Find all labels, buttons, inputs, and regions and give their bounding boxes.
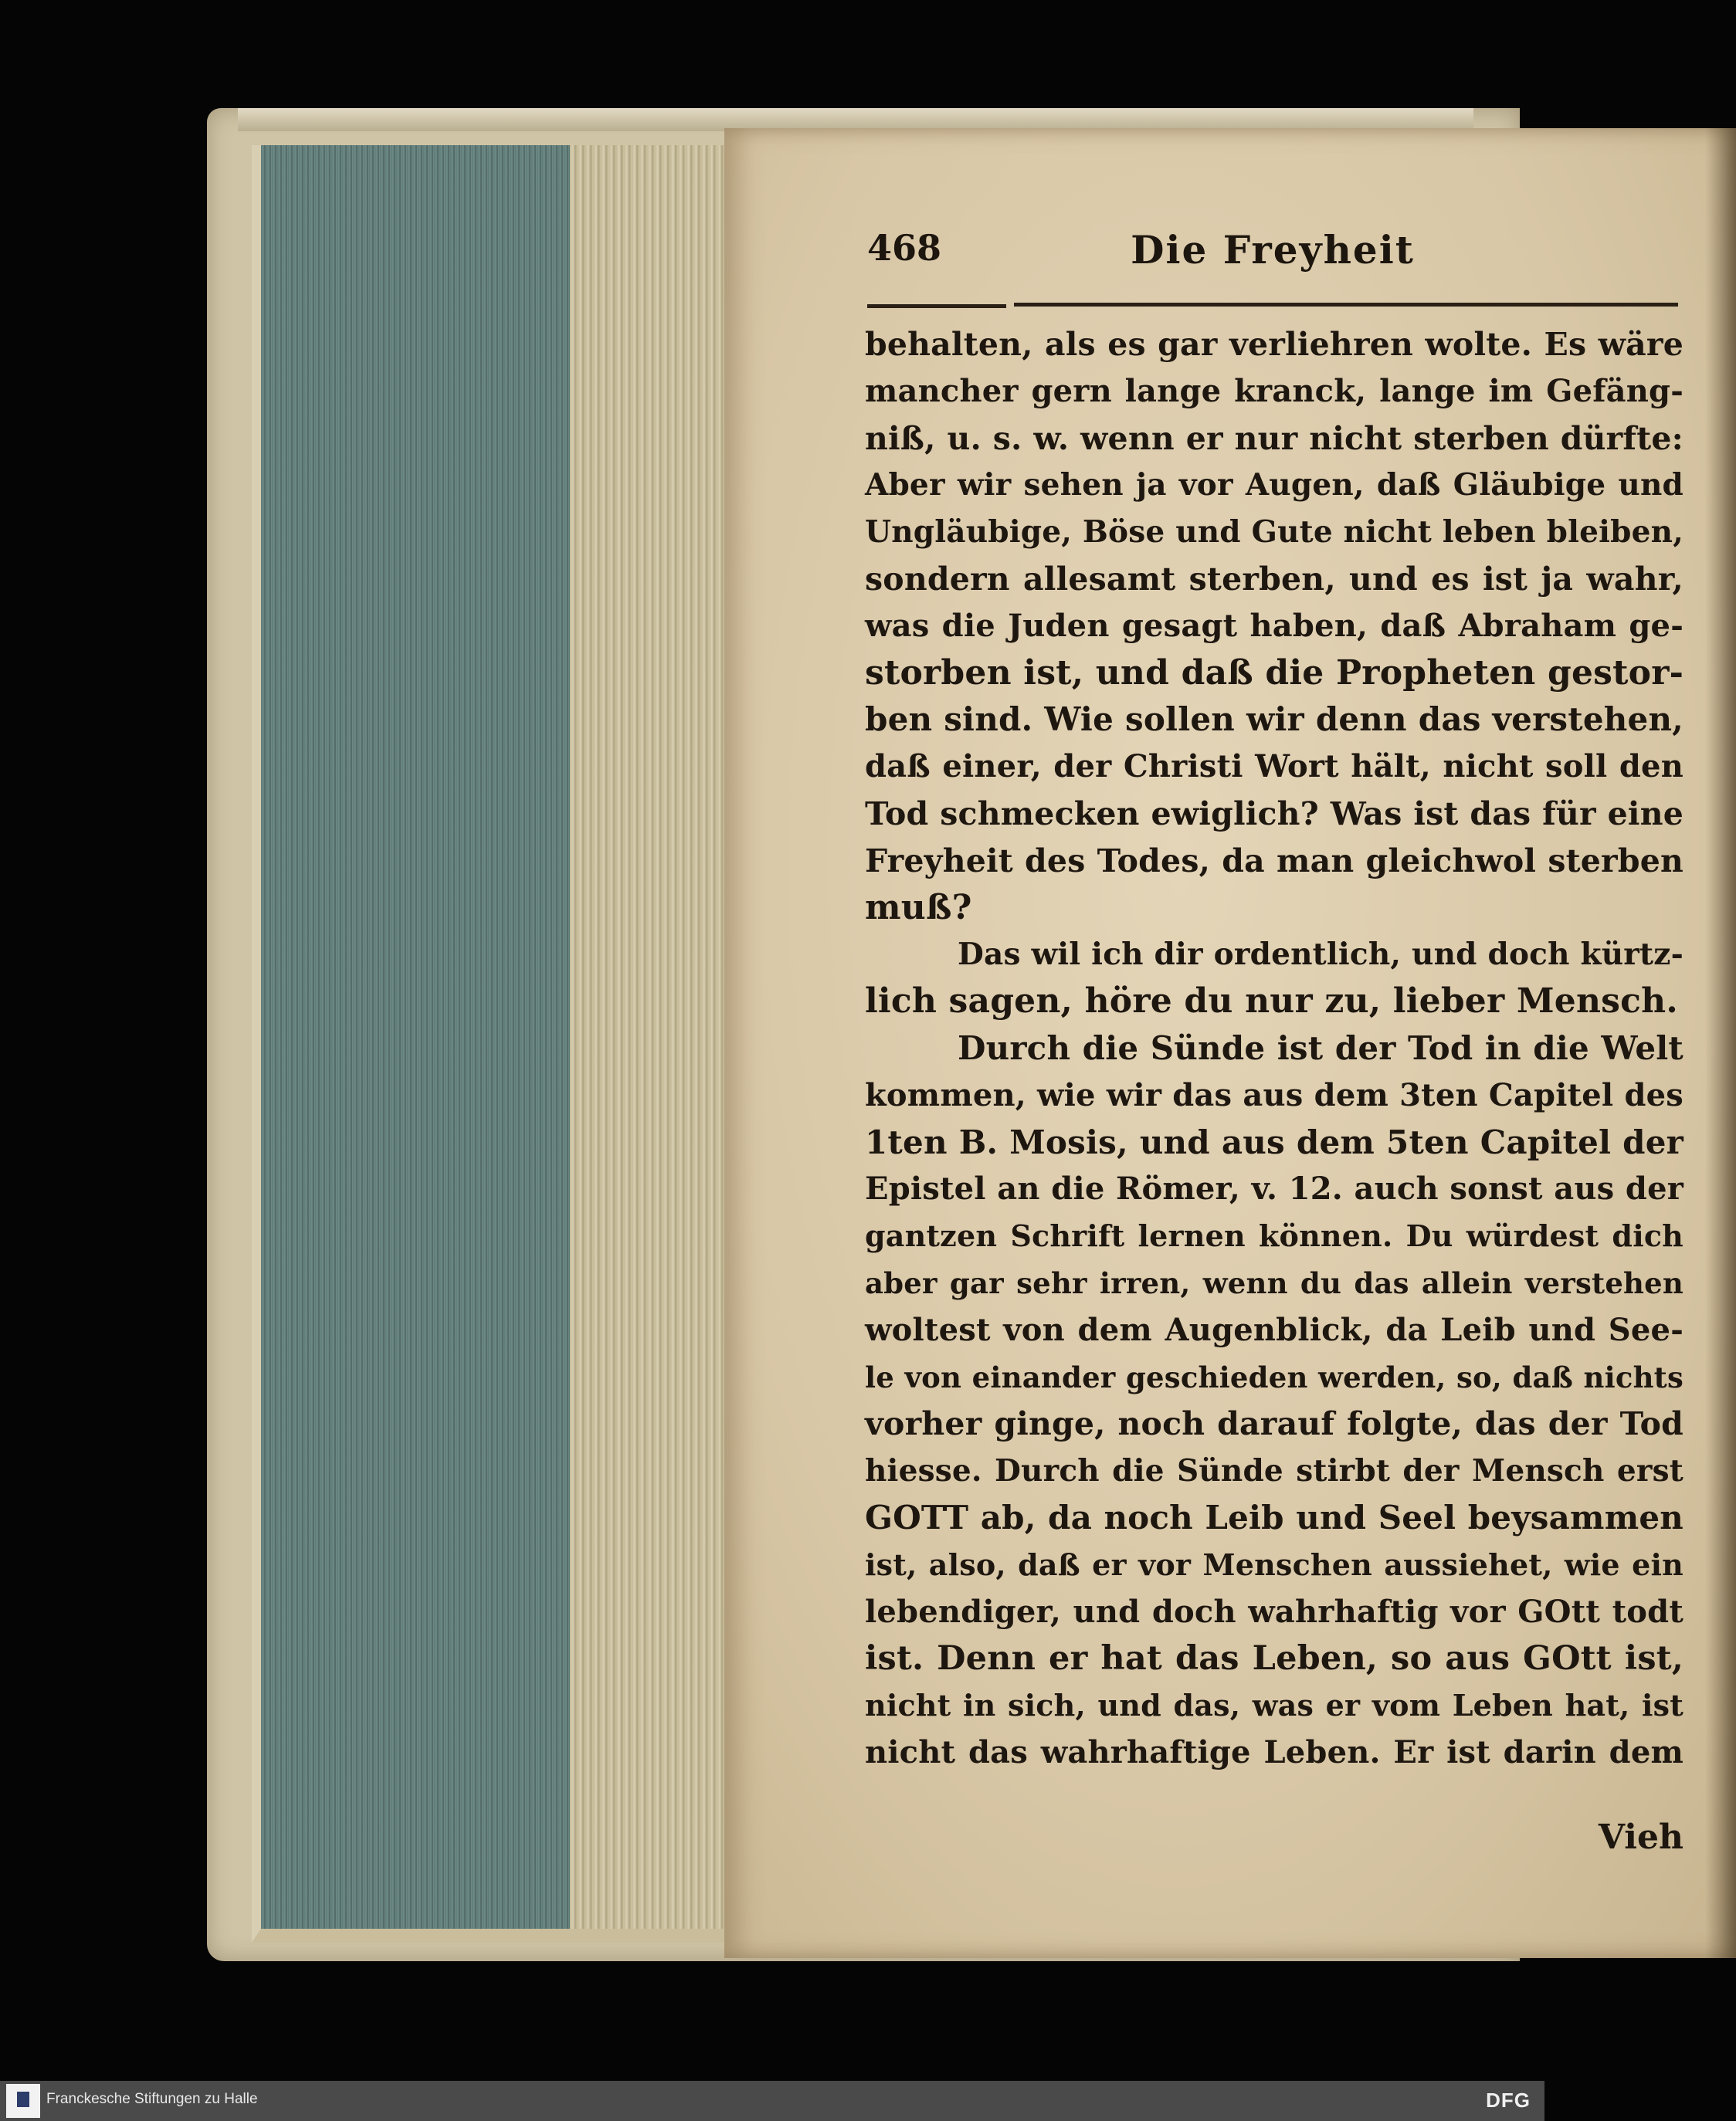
text-line: aber gar sehr irren, wenn du das allein verstehen xyxy=(865,1265,1683,1300)
book-page xyxy=(724,128,1736,1958)
text-line: Ungläubige, Böse und Gute nicht leben bleiben, xyxy=(865,514,1683,551)
page-edges-light xyxy=(570,145,732,1929)
text-line: was die Juden gesagt haben, daß Abraham ge- xyxy=(865,607,1683,644)
page-gutter-shade xyxy=(1705,128,1736,1958)
running-head: Die Freyheit xyxy=(1131,227,1415,273)
dfg-logo: DFG xyxy=(1486,2089,1531,2112)
text-line: ist, also, daß er vor Menschen aussiehet, wie ein xyxy=(865,1547,1683,1582)
page-number: 468 xyxy=(867,227,942,269)
text-line: gantzen Schrift lernen können. Du würdest dich xyxy=(865,1218,1683,1254)
text-line: lich sagen, höre du nur zu, lieber Mensch. xyxy=(865,981,1678,1022)
header-rule-right xyxy=(1014,303,1678,307)
text-line: muß? xyxy=(865,887,972,927)
text-line: lebendiger, und doch wahrhaftig vor GOtt todt xyxy=(865,1593,1683,1630)
text-line: woltest von dem Augenblick, da Leib und See- xyxy=(865,1311,1683,1348)
text-line: vorher ginge, noch darauf folgte, das der Tod xyxy=(865,1405,1683,1443)
institution-name: Franckesche Stiftungen zu Halle xyxy=(46,2091,258,2107)
text-line: 1ten B. Mosis, und aus dem 5ten Capitel der xyxy=(865,1123,1683,1161)
header-rule-left xyxy=(867,304,1006,308)
text-line: nicht das wahrhaftige Leben. Er ist darin dem xyxy=(865,1733,1683,1770)
text-line: GOTT ab, da noch Leib und Seel beysammen xyxy=(865,1498,1683,1537)
text-line: sondern allesamt sterben, und es ist ja wahr, xyxy=(865,560,1683,598)
text-line: behalten, als es gar verliehren wolte. Es wäre xyxy=(865,326,1683,363)
text-line: kommen, wie wir das aus dem 3ten Capitel des xyxy=(865,1076,1683,1113)
text-line: hiesse. Durch die Sünde stirbt der Mensch erst xyxy=(865,1453,1683,1489)
text-line: Epistel an die Römer, v. 12. auch sonst aus der xyxy=(865,1171,1683,1208)
text-line: Das wil ich dir ordentlich, und doch kürtz- xyxy=(958,937,1683,973)
page-header xyxy=(867,227,1678,281)
book xyxy=(207,108,1684,1977)
text-line: nicht in sich, und das, was er vom Leben hat, ist xyxy=(865,1688,1683,1723)
text-line: le von einander geschieden werden, so, daß nichts xyxy=(865,1360,1683,1394)
text-line: storben ist, und daß die Propheten gestor- xyxy=(865,652,1684,693)
text-line: Aber wir sehen ja vor Augen, daß Gläubige und xyxy=(865,467,1683,503)
footer-bar xyxy=(0,2081,1544,2121)
text-line: niß, u. s. w. wenn er nur nicht sterben dürfte: xyxy=(865,419,1683,457)
text-line: daß einer, der Christi Wort hält, nicht soll den xyxy=(865,748,1683,785)
text-line: ben sind. Wie sollen wir denn das verstehen, xyxy=(865,700,1683,739)
text-line: ist. Denn er hat das Leben, so aus GOtt ist, xyxy=(865,1639,1683,1679)
text-line: mancher gern lange kranck, lange im Gefäng- xyxy=(865,372,1683,409)
body-text xyxy=(865,321,1683,1777)
catchword: Vieh xyxy=(1598,1818,1683,1857)
institution-logo-icon xyxy=(6,2084,40,2118)
text-line: Durch die Sünde ist der Tod in die Welt xyxy=(958,1028,1683,1067)
text-line: Tod schmecken ewiglich? Was ist das für eine xyxy=(865,795,1683,832)
text-line: Freyheit des Todes, da man gleichwol sterben xyxy=(865,842,1683,879)
